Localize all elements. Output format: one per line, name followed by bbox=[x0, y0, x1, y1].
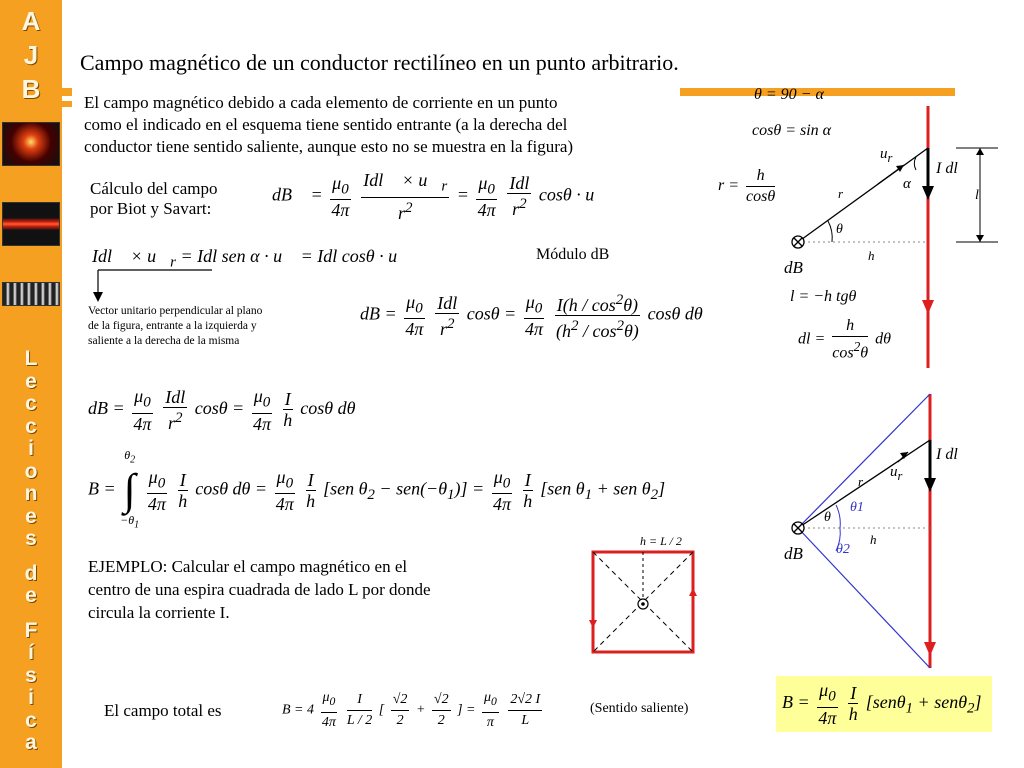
logo-letter: B bbox=[21, 74, 41, 104]
dB-equation: dB = $\frac{\mu_0}{4\pi}$ $\frac{\text{Idl}}{r^2}$ cosθ = $\frac{\mu_0}{4\pi}$ $\frac{I}{h}$ cosθ dθ bbox=[88, 386, 356, 434]
vertical-title-letter: c bbox=[25, 414, 37, 438]
laser-thumbnail bbox=[2, 202, 60, 246]
modulo-label: Módulo dB bbox=[536, 246, 610, 263]
theta1-label: θ1 bbox=[850, 500, 864, 515]
logo-letter: J bbox=[23, 40, 39, 70]
vertical-title-letter: i bbox=[28, 686, 34, 709]
vertical-title-letter: d bbox=[24, 561, 38, 585]
vertical-title-letter: e bbox=[25, 369, 37, 393]
vertical-title-letter: e bbox=[25, 584, 37, 607]
cross-product-equation: Idl⃗ × $u⃗_r$ = Idl sen α · u⃗ = Idl cosθ · u⃗ bbox=[92, 246, 412, 271]
total-equation: B = 4 $\frac{\mu_0}{4\pi}$ $\frac{I}{L / 2}$ [ $\frac{√2}{2}$ + $\frac{√2}{2}$ ] = $\frac{\mu_0}{\pi}$ $\frac{2√2 I}{L}$ bbox=[282, 690, 541, 730]
total-label: El campo total es bbox=[104, 701, 222, 720]
vertical-title-letter: c bbox=[25, 708, 37, 732]
logo-letter: A bbox=[21, 6, 41, 36]
ur-label-bottom: $u_r$ bbox=[890, 464, 903, 483]
biot-savart-equation: dB⃗ = $\frac{\mu_0}{4\pi}$ $\frac{Idl⃗ \times u⃗_r}{r^2}$ = $\frac{\mu_0}{4\pi}$ $\frac{\text{Idl}}{r^2}$ cosθ · u⃗ bbox=[272, 170, 609, 223]
h-label: h bbox=[868, 248, 875, 263]
r-label-bottom: r bbox=[858, 474, 864, 489]
vector-note-line: saliente a la derecha de la misma bbox=[88, 335, 240, 347]
alpha-label: α bbox=[903, 176, 911, 192]
vertical-title-letter: s bbox=[25, 663, 37, 687]
theta2-label: θ2 bbox=[836, 542, 850, 557]
dB-label: dB bbox=[784, 258, 803, 277]
ejemplo-line: circula la corriente I. bbox=[88, 603, 230, 622]
vertical-title-letter: a bbox=[25, 731, 37, 754]
vector-note-line: Vector unitario perpendicular al plano bbox=[88, 305, 263, 317]
idl-label: I dl bbox=[936, 160, 958, 177]
page-title: Campo magnético de un conductor rectilíneo en un punto arbitrario. bbox=[80, 50, 679, 75]
theta-equation: θ = 90 − α bbox=[754, 86, 824, 103]
sidebar bbox=[0, 0, 62, 768]
r-label: r bbox=[838, 186, 844, 201]
vertical-title-letter: c bbox=[25, 392, 37, 415]
biot-label: por Biot y Savart: bbox=[90, 199, 212, 218]
dl-equation: dl = $\frac{h}{\cos^2\theta}$ dθ bbox=[798, 317, 891, 362]
vertical-title-letter: L bbox=[24, 347, 38, 370]
ejemplo-line: EJEMPLO: Calcular el campo magnético en el bbox=[88, 557, 408, 576]
cos-equation: cosθ = sin α bbox=[752, 122, 832, 139]
ur-label: $u_r$ bbox=[880, 146, 893, 165]
vertical-title-letter: i bbox=[28, 437, 34, 460]
conductor-diagram-top bbox=[780, 100, 1020, 370]
ejemplo-line: centro de una espira cuadrada de lado L por donde bbox=[88, 580, 431, 599]
vertical-title-letter: e bbox=[25, 504, 37, 528]
h-half-label: h = L / 2 bbox=[640, 534, 682, 548]
vertical-title-letter: F bbox=[24, 618, 38, 642]
vertical-title-letter: s bbox=[25, 527, 37, 550]
h-label-bottom: h bbox=[870, 532, 877, 547]
lamp-thumbnail bbox=[2, 122, 60, 166]
sentido-label: (Sentido saliente) bbox=[590, 701, 689, 716]
vertical-title-letter: n bbox=[24, 482, 38, 505]
integral-equation: $B = \theta_2$ ∫ $-\theta_1$ $\frac{\mu_0}{4\pi}$ $\frac{I}{h}$ cosθ dθ = $\frac{\mu_0}{4\pi}$ $\frac{I}{h}$ [sen $\theta_2 - sen(-\theta_1)$] = $\frac{\mu_0}{4\pi}$ $\frac{I}{h}$ [sen $\theta_1$ + sen $\theta_2$] bbox=[88, 448, 666, 531]
vertical-title-letter: í bbox=[28, 641, 34, 664]
result-equation: B = $\frac{\mu_0}{4\pi}$ $\frac{I}{h}$ [senθ$_1$ + senθ$_2$] bbox=[782, 680, 982, 728]
vector-note-line: de la figura, entrante a la izquierda y bbox=[88, 320, 257, 332]
square-loop-diagram bbox=[585, 548, 705, 660]
orange-bar bbox=[62, 88, 72, 96]
dB-label-bottom: dB bbox=[784, 544, 803, 563]
conductor-diagram-bottom bbox=[780, 390, 1010, 680]
module-equation: dB = $\frac{\mu_0}{4\pi}$ $\frac{\text{Idl}}{r^2}$ cosθ = $\frac{\mu_0}{4\pi}$ $\frac{I(h / \cos^2\theta)}{(h^2 / \cos^2\theta)}$ cosθ dθ bbox=[360, 291, 703, 341]
theta-label-bottom: θ bbox=[824, 510, 831, 525]
intro-line: El campo magnético debido a cada elemento de corriente en un punto bbox=[84, 93, 558, 112]
l-equation: l = −h tgθ bbox=[790, 288, 857, 305]
vertical-title-letter: o bbox=[24, 459, 38, 483]
orange-bar bbox=[62, 101, 72, 107]
intro-line: conductor tiene sentido saliente, aunque esto no se muestra en la figura) bbox=[84, 137, 574, 156]
biot-label: Cálculo del campo bbox=[90, 179, 218, 198]
theta-label: θ bbox=[836, 222, 843, 237]
r-equation: r = $\frac{h}{\cos\theta}$ bbox=[718, 167, 776, 205]
l-label: l bbox=[975, 188, 979, 203]
idl-label-bottom: I dl bbox=[936, 446, 958, 463]
intro-line: como el indicado en el esquema tiene sentido entrante (a la derecha del bbox=[84, 115, 568, 134]
spectrum-thumbnail bbox=[2, 282, 60, 306]
